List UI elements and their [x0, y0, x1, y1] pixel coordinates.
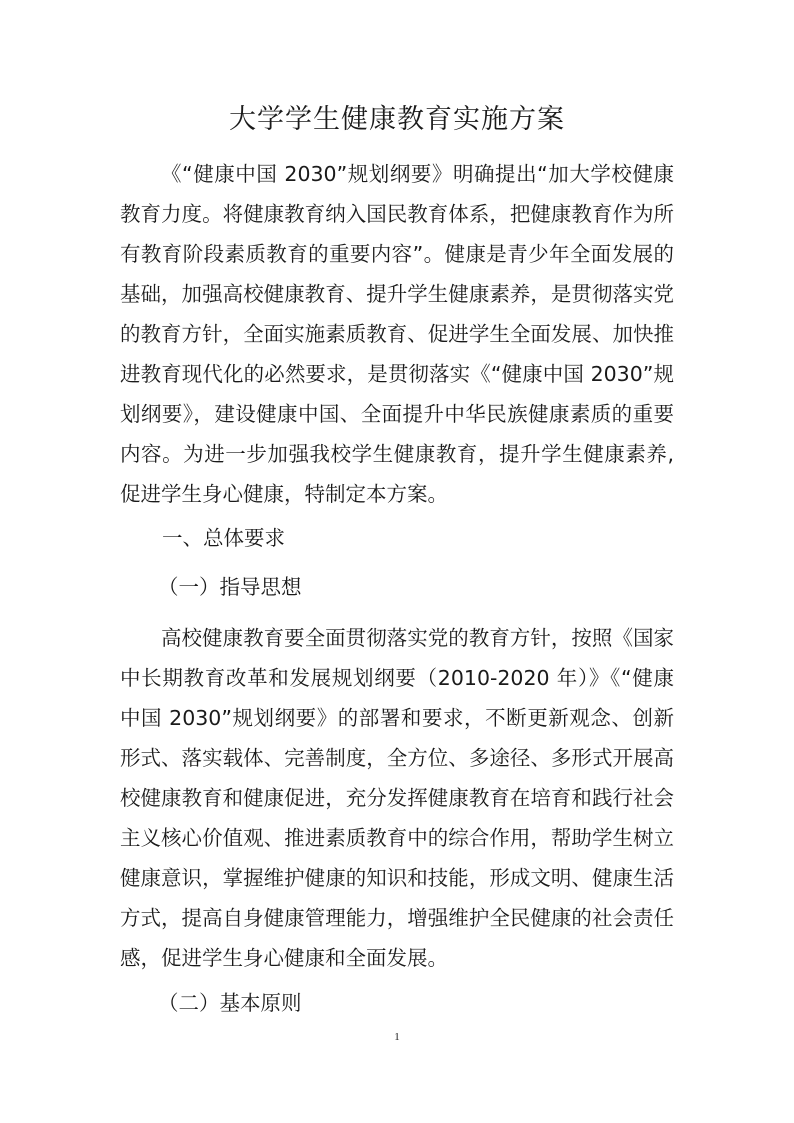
intro-paragraph: 《“健康中国 2030”规划纲要》明确提出“加大学校健康教育力度。将健康教育纳入国民教育体系，把健康教育作为所有教育阶段素质教育的重要内容”。健康是青少年全面发展的基础，加强高校健康教育、提升学生健康素养，是贯彻落实党的教育方针，全面实施素质教育、促进学生全面发展、加快推进教育现代化的必然要求，是贯彻落实《“健康中国 2030”规划纲要》，建设健康中国、全面提升中华民族健康素质的重要内容。为进一步加强我校学生健康教育，提升学生健康素养,促进学生身心健康，特制定本方案。 — [120, 162, 674, 506]
page-number: 1 — [394, 1031, 400, 1043]
subsection-heading-guiding-ideology: （一）指导思想 — [158, 575, 302, 599]
document-title: 大学学生健康教育实施方案 — [229, 104, 565, 135]
guiding-ideology-paragraph: 高校健康教育要全面贯彻落实党的教育方针，按照《国家中长期教育改革和发展规划纲要（2010-2020 年）》《“健康中国 2030”规划纲要》的部署和要求，不断更新观念、创新形式、落实载体、完善制度，全方位、多途径、多形式开展高校健康教育和健康促进，充分发挥健康教育在培育和践行社会主义核心价值观、推进素质教育中的综合作用，帮助学生树立健康意识，掌握维护健康的知识和技能，形成文明、健康生活方式，提高自身健康管理能力，增强维护全民健康的社会责任感，促进学生身心健康和全面发展。 — [120, 626, 674, 970]
subsection-heading-basic-principles: （二）基本原则 — [158, 991, 302, 1015]
section-heading-overall-requirements: 一、总体要求 — [162, 526, 285, 550]
